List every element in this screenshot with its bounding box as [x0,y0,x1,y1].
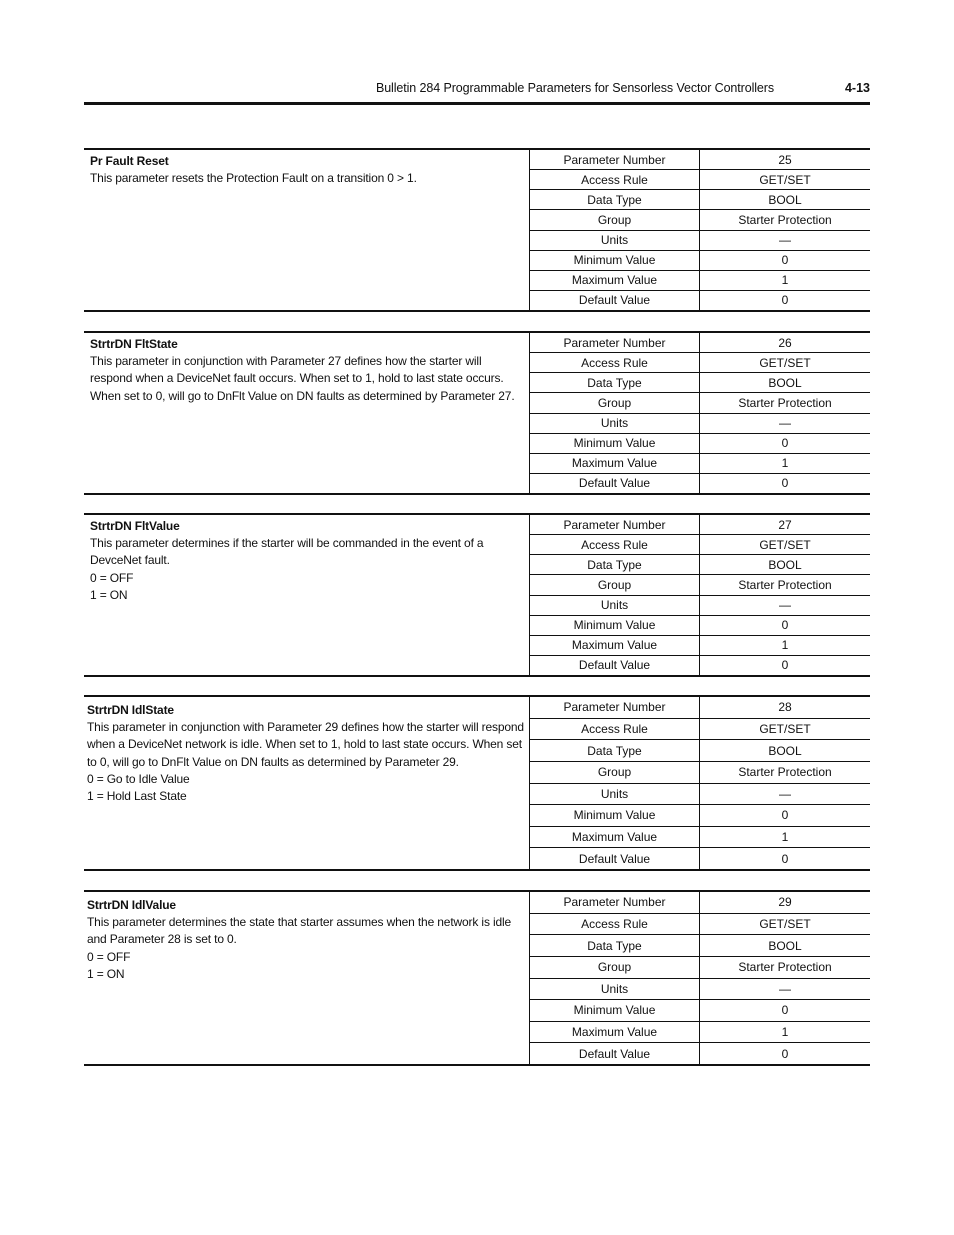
page-number: 4-13 [844,81,870,95]
parameter-name: Pr Fault Reset [90,154,169,168]
row-value: 28 [778,700,792,715]
row-value: GET/SET [759,916,811,931]
description-line: respond when a DeviceNet fault occurs. When set to 1, hold to last state occurs. [90,371,504,386]
row-label: Units [530,784,700,805]
description-line: 1 = ON [87,966,125,981]
row-label: Group [530,575,700,594]
parameter-table [529,697,870,869]
description-line: This parameter resets the Protection Fault on a transition 0 > 1. [90,171,417,186]
parameter-block [84,148,870,312]
description-line: when a DeviceNet network is idle. When set to 1, hold to last state occurs. When set [87,737,522,752]
description-line: 0 = OFF [90,570,134,585]
parameter-description [87,897,527,983]
parameter-description [87,702,527,805]
table-row [530,353,870,373]
table-row [530,454,870,474]
row-value: 0 [781,1046,789,1061]
table-row [530,150,870,170]
table-row [530,914,870,936]
table-row [530,414,870,434]
table-row [530,784,870,806]
row-label: Data Type [530,373,700,392]
row-value: 1 [781,456,789,471]
parameter-description [90,518,530,604]
row-value: 26 [778,335,792,350]
row-value: — [779,786,791,801]
row-label: Group [530,762,700,783]
row-label: Minimum Value [530,251,700,270]
row-value: — [779,416,791,431]
row-value: Starter Protection [738,395,832,410]
parameter-description [90,336,530,405]
row-label: Maximum Value [530,271,700,290]
row-value: GET/SET [759,355,811,370]
parameter-block [84,890,870,1066]
row-label: Minimum Value [530,616,700,635]
row-value: — [779,598,791,613]
table-row [530,231,870,251]
description-line: 0 = Go to Idle Value [87,771,190,786]
description-line: When set to 0, will go to DnFlt Value on DN faults as determined by Parameter 27. [90,388,515,403]
header-title: Bulletin 284 Programmable Parameters for Sensorless Vector Controllers [375,81,774,95]
table-row [530,251,870,271]
row-label: Maximum Value [530,1022,700,1043]
row-label: Maximum Value [530,454,700,473]
row-label: Group [530,957,700,978]
parameter-block [84,331,870,495]
row-value: 0 [781,436,789,451]
page-header [84,78,870,105]
row-label: Minimum Value [530,1000,700,1021]
description-line: This parameter determines if the starter will be commanded in the event of a [90,536,484,551]
row-value: BOOL [768,192,802,207]
description-line: This parameter in conjunction with Parameter 29 defines how the starter will respond [87,720,524,735]
row-label: Parameter Number [530,892,700,913]
row-value: 25 [778,152,792,167]
description-line: 1 = ON [90,587,128,602]
row-value: BOOL [768,743,802,758]
parameter-block [84,695,870,871]
row-value: Starter Protection [738,212,832,227]
table-row [530,935,870,957]
table-row [530,636,870,656]
description-line: 0 = OFF [87,949,131,964]
row-label: Group [530,393,700,412]
parameter-description [90,153,530,187]
table-row [530,892,870,914]
table-row [530,190,870,210]
table-row [530,697,870,719]
table-row [530,1022,870,1044]
row-label: Access Rule [530,914,700,935]
row-label: Minimum Value [530,434,700,453]
description-line: This parameter determines the state that starter assumes when the network is idle [87,915,512,930]
row-label: Data Type [530,555,700,574]
row-label: Access Rule [530,353,700,372]
row-value: Starter Protection [738,765,832,780]
table-row [530,291,870,310]
table-row [530,979,870,1001]
table-row [530,848,870,869]
description-line: to 0, will go to DnFlt Value on DN faults as determined by Parameter 29. [87,754,459,769]
parameter-block [84,513,870,677]
table-row [530,393,870,413]
row-label: Default Value [530,291,700,310]
row-label: Units [530,414,700,433]
table-row [530,957,870,979]
table-row [530,1043,870,1064]
table-row [530,596,870,616]
row-label: Parameter Number [530,697,700,718]
description-line: This parameter in conjunction with Parameter 27 defines how the starter will [90,354,482,369]
row-label: Default Value [530,848,700,869]
table-row [530,210,870,230]
row-label: Units [530,979,700,1000]
row-value: 27 [778,517,792,532]
parameter-name: StrtrDN IdlState [87,703,174,717]
table-row [530,333,870,353]
row-value: 0 [781,253,789,268]
row-label: Data Type [530,935,700,956]
table-row [530,555,870,575]
table-row [530,827,870,849]
table-row [530,515,870,535]
table-row [530,170,870,190]
table-row [530,762,870,784]
row-value: 1 [781,830,789,845]
table-row [530,719,870,741]
description-line: 1 = Hold Last State [87,789,187,804]
parameter-table [529,515,870,675]
parameter-name: StrtrDN FltValue [90,519,180,533]
table-row [530,535,870,555]
row-value: 1 [781,1025,789,1040]
row-value: BOOL [768,938,802,953]
row-value: 0 [781,618,789,633]
row-label: Parameter Number [530,150,700,169]
table-row [530,656,870,675]
row-label: Parameter Number [530,333,700,352]
row-label: Units [530,231,700,250]
row-value: GET/SET [759,172,811,187]
row-value: — [779,981,791,996]
description-line: and Parameter 28 is set to 0. [87,932,237,947]
table-row [530,271,870,291]
row-label: Data Type [530,740,700,761]
table-row [530,740,870,762]
row-label: Maximum Value [530,636,700,655]
row-value: 0 [781,658,789,673]
parameter-table [529,150,870,310]
row-value: 0 [781,851,789,866]
description-line: DevceNet fault. [90,553,170,568]
row-value: GET/SET [759,721,811,736]
row-value: Starter Protection [738,960,832,975]
parameter-name: StrtrDN FltState [90,337,178,351]
row-label: Access Rule [530,535,700,554]
row-label: Data Type [530,190,700,209]
row-value: — [779,233,791,248]
row-label: Minimum Value [530,805,700,826]
row-value: GET/SET [759,537,811,552]
row-value: 29 [778,895,792,910]
row-value: 1 [781,638,789,653]
row-value: Starter Protection [738,577,832,592]
table-row [530,1000,870,1022]
row-label: Maximum Value [530,827,700,848]
row-label: Default Value [530,1043,700,1064]
row-label: Default Value [530,656,700,675]
table-row [530,373,870,393]
table-row [530,434,870,454]
table-row [530,474,870,493]
parameter-name: StrtrDN IdlValue [87,898,176,912]
table-row [530,575,870,595]
row-label: Default Value [530,474,700,493]
row-label: Group [530,210,700,229]
row-label: Units [530,596,700,615]
row-value: BOOL [768,557,802,572]
row-value: 0 [781,1003,789,1018]
parameter-table [529,333,870,493]
row-value: 0 [781,476,789,491]
parameter-table [529,892,870,1064]
row-value: 1 [781,273,789,288]
row-label: Access Rule [530,719,700,740]
table-row [530,805,870,827]
row-label: Parameter Number [530,515,700,534]
row-value: 0 [781,808,789,823]
row-value: BOOL [768,375,802,390]
table-row [530,616,870,636]
row-label: Access Rule [530,170,700,189]
row-value: 0 [781,293,789,308]
